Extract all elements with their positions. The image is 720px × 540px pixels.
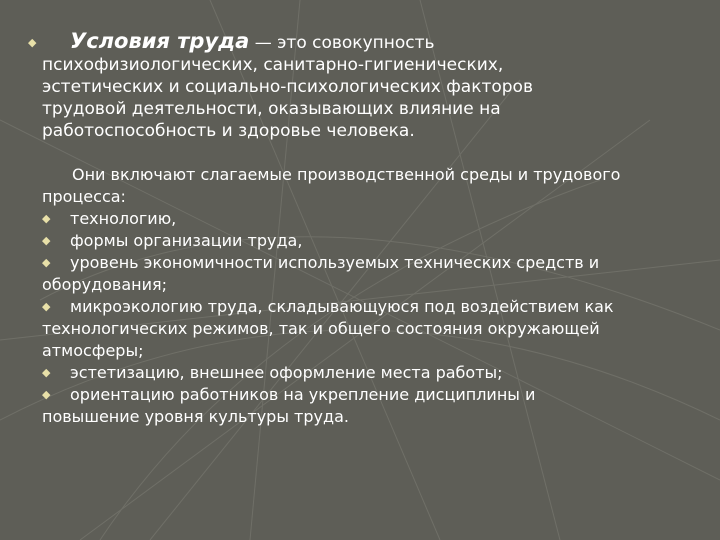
intro-line-1-rest: это совокупность (277, 33, 435, 53)
diamond-bullet-icon: ◆ (42, 234, 51, 247)
list-item-continuation: оборудования; (42, 275, 168, 294)
intro-line-5: работоспособность и здоровье человека. (42, 121, 415, 141)
intro-line-1 (28, 29, 682, 54)
list-item-text: ориентацию работников на укрепление дисциплины и (70, 385, 536, 404)
list-item-text: уровень экономичности используемых технических средств и (70, 253, 600, 272)
term-title: Условия труда (70, 29, 250, 53)
list-item-text: технологию, (70, 209, 177, 228)
intro-line-2: психофизиологических, санитарно-гигиенических, (42, 55, 504, 75)
term-dash: — (254, 33, 272, 53)
intro-line-4: трудовой деятельности, оказывающих влияние на (42, 99, 501, 119)
diamond-bullet-icon: ◆ (42, 388, 51, 401)
intro-definition (28, 29, 682, 142)
diamond-bullet-icon: ◆ (28, 36, 37, 49)
list-item (42, 296, 682, 362)
lead-line-1: Они включают слагаемые производственной среды и трудового (72, 165, 621, 184)
diamond-bullet-icon: ◆ (42, 366, 51, 379)
list-item-text: эстетизацию, внешнее оформление места работы; (70, 363, 503, 382)
list-item (42, 230, 682, 252)
list-item (42, 252, 682, 296)
slide-content (28, 29, 682, 428)
list-item (42, 384, 682, 428)
list-item (42, 362, 682, 384)
list-item-continuation: атмосферы; (42, 341, 144, 360)
list-item-continuation: технологических режимов, так и общего состояния окружающей (42, 319, 600, 338)
diamond-bullet-icon: ◆ (42, 300, 51, 313)
list-item-text: формы организации труда, (70, 231, 303, 250)
components-section (42, 164, 682, 428)
list-item-text: микроэкологию труда, складывающуюся под воздействием как (70, 297, 614, 316)
diamond-bullet-icon: ◆ (42, 212, 51, 225)
diamond-bullet-icon: ◆ (42, 256, 51, 269)
list-item (42, 208, 682, 230)
list-item-continuation: повышение уровня культуры труда. (42, 407, 349, 426)
intro-line-3: эстетических и социально-психологических факторов (42, 77, 533, 97)
lead-line-2: процесса: (42, 187, 126, 206)
